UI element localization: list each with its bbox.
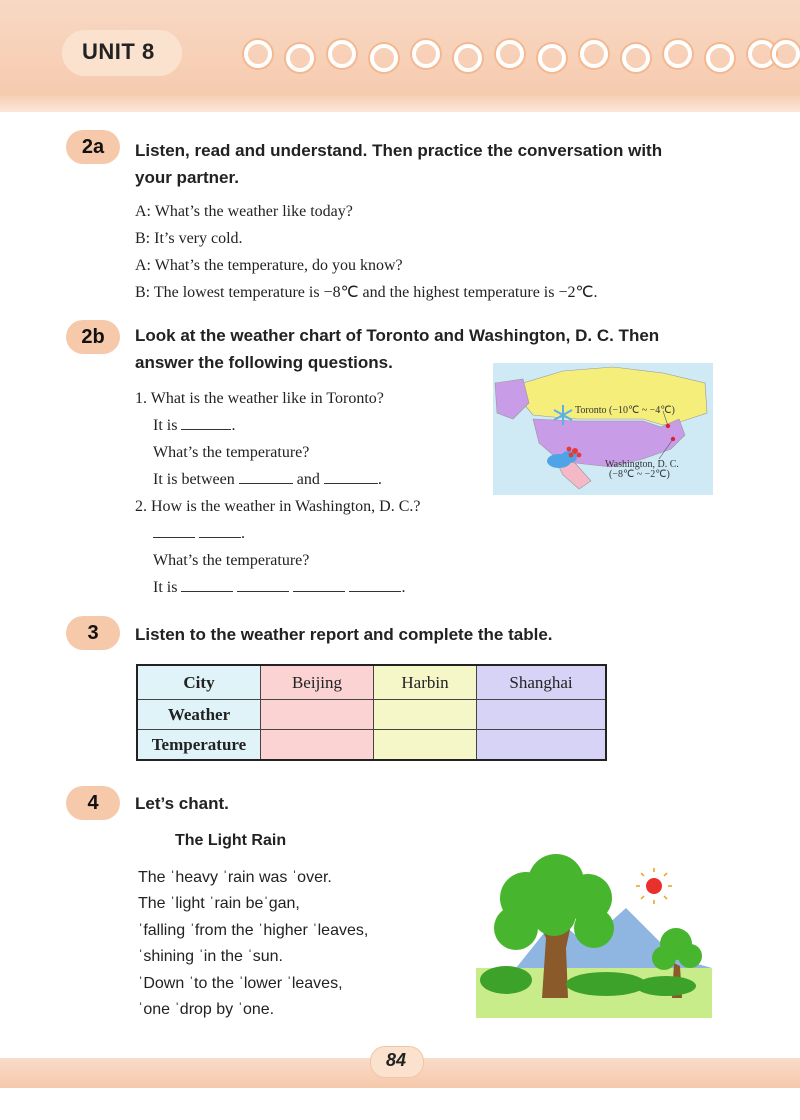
instruction-2a-line2: your partner. xyxy=(135,168,239,187)
weather-map xyxy=(493,363,713,495)
answer-prefix: It is between xyxy=(153,471,235,488)
answer-line-1a: It is . xyxy=(153,417,236,434)
question-2: 2. How is the weather in Washington, D. C.? xyxy=(135,498,421,515)
chant-line: ˈone ˈdrop by ˈone. xyxy=(138,1001,275,1019)
dialogue-line: B: The lowest temperature is −8℃ and the highest temperature is −2℃. xyxy=(135,284,598,301)
question-1: 1. What is the weather like in Toronto? xyxy=(135,390,384,407)
table-cell-input[interactable] xyxy=(261,700,374,730)
instruction-2a-line1: Listen, read and understand. Then practice the conversation with xyxy=(135,141,663,160)
answer-blank[interactable] xyxy=(153,523,195,538)
table-header-cell: Beijing xyxy=(261,665,374,700)
ring-decoration xyxy=(370,44,398,72)
table-header-cell: Shanghai xyxy=(477,665,607,700)
washington-temp: (−8℃ ~ −2℃) xyxy=(609,469,670,480)
toronto-label: Toronto (−10℃ ~ −4℃) xyxy=(575,405,675,416)
table-cell-input[interactable] xyxy=(374,730,477,761)
chant-line: The ˈheavy ˈrain was ˈover. xyxy=(138,869,332,886)
ring-decoration xyxy=(538,44,566,72)
answer-blank[interactable] xyxy=(181,415,231,430)
dialogue-line: A: What’s the temperature, do you know? xyxy=(135,257,403,274)
chant-line: ˈshining ˈin the ˈsun. xyxy=(138,948,283,966)
answer-blank[interactable] xyxy=(293,577,345,592)
canada-region xyxy=(523,367,707,425)
chant-line: The ˈlight ˈrain beˈgan, xyxy=(138,895,300,913)
answer-blank[interactable] xyxy=(199,523,241,538)
instruction-2b-line2: answer the following questions. xyxy=(135,353,393,372)
ring-decoration xyxy=(412,40,440,68)
alaska-region xyxy=(495,379,529,419)
and-word: and xyxy=(296,471,320,488)
table-header-row xyxy=(137,665,606,700)
dialogue-line: A: What’s the weather like today? xyxy=(135,203,353,220)
answer-prefix: It is xyxy=(153,417,178,434)
section-badge-2a: 2a xyxy=(66,130,120,164)
table-cell-input[interactable] xyxy=(374,700,477,730)
ring-decoration xyxy=(664,40,692,68)
temperature-question-2: What’s the temperature? xyxy=(153,552,310,569)
ring-decoration xyxy=(286,44,314,72)
ring-decoration xyxy=(454,44,482,72)
sun-icon xyxy=(636,868,672,904)
answer-blank[interactable] xyxy=(349,577,401,592)
row-label-weather: Weather xyxy=(137,700,261,730)
answer-blank[interactable] xyxy=(239,469,293,484)
page-number: 84 xyxy=(385,1050,407,1070)
answer-blank[interactable] xyxy=(181,577,233,592)
ring-decoration xyxy=(328,40,356,68)
instruction-3: Listen to the weather report and complete the table. xyxy=(135,625,553,644)
chant-line: ˈfalling ˈfrom the ˈhigher ˈleaves, xyxy=(138,921,369,939)
chant-text xyxy=(138,865,368,1023)
ring-decoration xyxy=(622,44,650,72)
table-row xyxy=(137,730,606,761)
instruction-4: Let’s chant. xyxy=(135,794,229,813)
section-badge-2b: 2b xyxy=(66,320,120,354)
ring-decoration xyxy=(706,44,734,72)
chant-title: The Light Rain xyxy=(175,832,287,849)
answer-line-2a: . xyxy=(153,520,245,547)
section-badge-3: 3 xyxy=(66,616,120,650)
table-header-cell: City xyxy=(137,665,261,700)
tree-foliage xyxy=(494,854,614,950)
unit-title: UNIT 8 xyxy=(82,39,155,64)
ring-decoration xyxy=(244,40,272,68)
ring-decoration xyxy=(772,40,800,68)
header-strip xyxy=(0,96,800,112)
table-cell-input[interactable] xyxy=(477,700,607,730)
section-badge-4: 4 xyxy=(66,786,120,820)
ring-decoration xyxy=(496,40,524,68)
weather-table xyxy=(136,664,607,761)
answer-prefix: It is xyxy=(153,579,178,596)
ring-decoration xyxy=(580,40,608,68)
map-illustration xyxy=(493,363,713,495)
washington-label: Washington, D. C. xyxy=(605,459,679,470)
table-header-cell: Harbin xyxy=(374,665,477,700)
answer-line-2b: It is . xyxy=(153,579,406,596)
table-cell-input[interactable] xyxy=(261,730,374,761)
answer-blank[interactable] xyxy=(324,469,378,484)
tree-illustration xyxy=(476,848,712,1018)
table-cell-input[interactable] xyxy=(477,730,607,761)
temperature-question-1: What’s the temperature? xyxy=(153,444,310,461)
dialogue-line: B: It’s very cold. xyxy=(135,230,243,247)
instruction-2b-line1: Look at the weather chart of Toronto and Washington, D. C. Then xyxy=(135,326,660,345)
chant-line: ˈDown ˈto the ˈlower ˈleaves, xyxy=(138,974,343,992)
answer-blank[interactable] xyxy=(237,577,289,592)
table-row xyxy=(137,700,606,730)
answer-line-1b: It is between and . xyxy=(153,471,382,488)
row-label-temperature: Temperature xyxy=(137,730,261,761)
